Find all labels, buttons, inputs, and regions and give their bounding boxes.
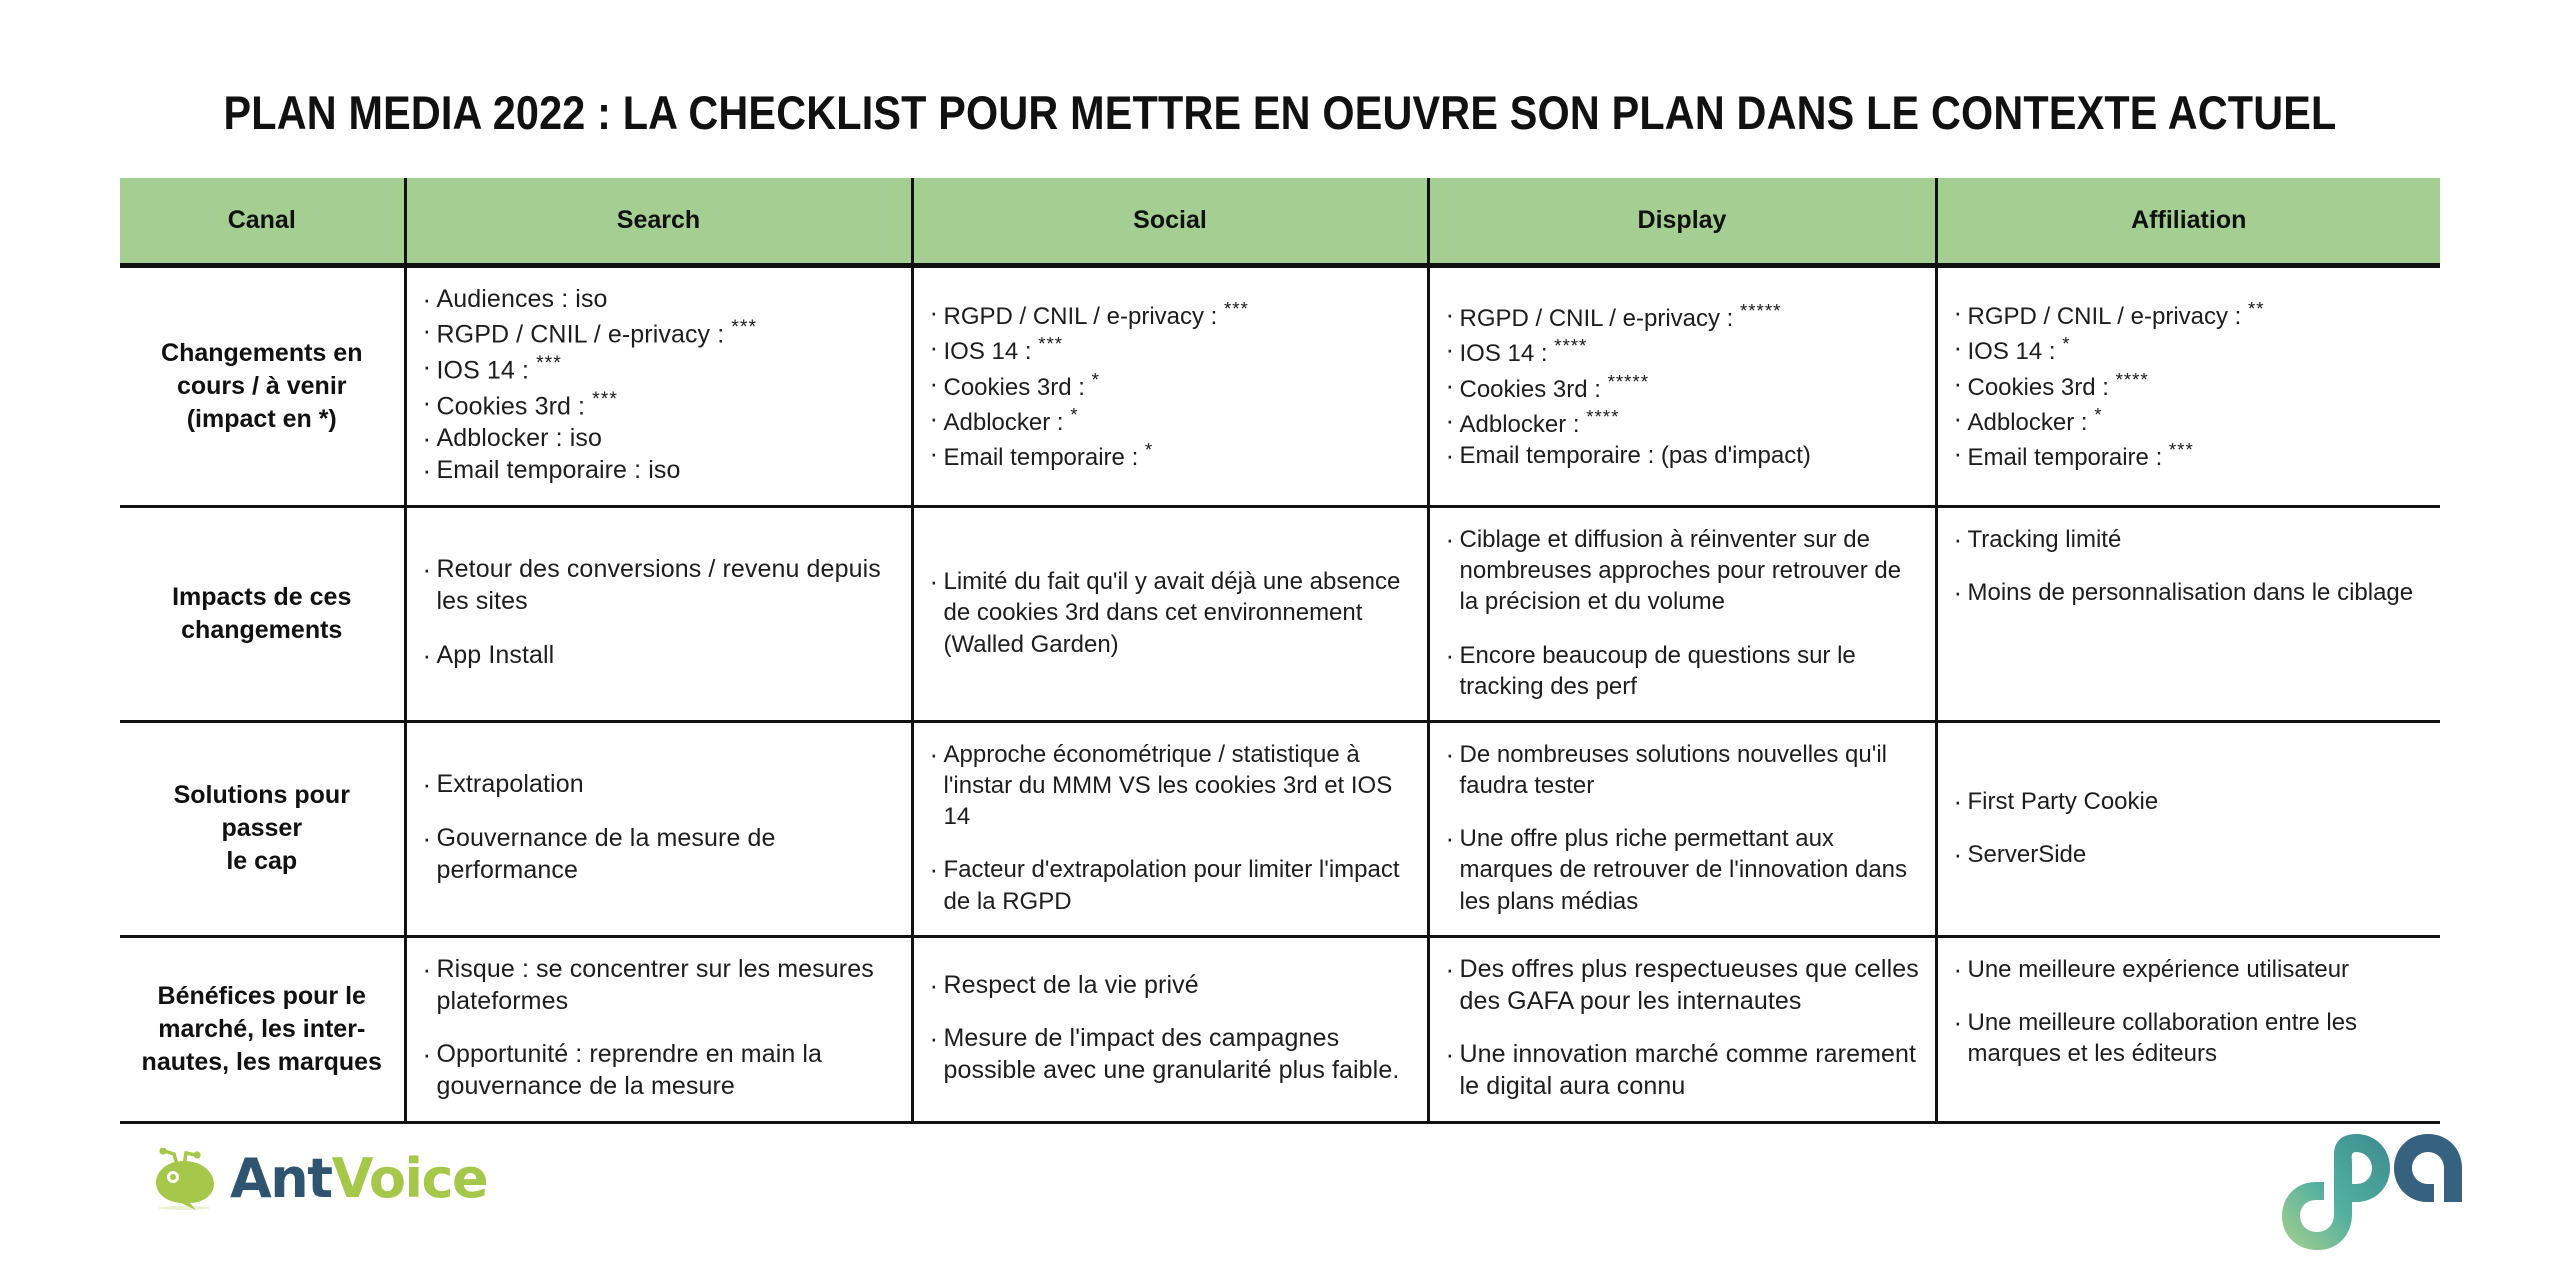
bullet-list bbox=[1952, 297, 2427, 473]
list-item: · IOS 14 : **** bbox=[1444, 334, 1921, 369]
row-label-benefices bbox=[120, 936, 405, 1122]
list-item: · Cookies 3rd : ***** bbox=[1444, 370, 1921, 405]
row-label-line: Bénéfices pour le bbox=[157, 981, 366, 1010]
list-item: · Adblocker : iso bbox=[421, 423, 897, 455]
list-item: · RGPD / CNIL / e-privacy : *** bbox=[928, 297, 1413, 332]
bullet-list bbox=[928, 297, 1413, 473]
list-item: · ServerSide bbox=[1952, 839, 2427, 870]
bullet-list bbox=[1444, 524, 1921, 702]
list-item: · Adblocker : * bbox=[1952, 403, 2427, 438]
row-label-impacts bbox=[120, 506, 405, 721]
list-item: · Respect de la vie privé bbox=[928, 970, 1413, 1002]
list-item: · Extrapolation bbox=[421, 769, 897, 801]
list-item: · IOS 14 : *** bbox=[928, 332, 1413, 367]
bullet-list bbox=[1444, 299, 1921, 471]
bullet-list bbox=[421, 769, 897, 886]
cell-solutions-display bbox=[1428, 721, 1936, 936]
row-label-changements bbox=[120, 265, 405, 506]
cell-benefices-affiliation bbox=[1936, 936, 2440, 1122]
list-item: · First Party Cookie bbox=[1952, 786, 2427, 817]
header-row bbox=[120, 178, 2440, 265]
list-item: · Des offres plus respectueuses que celles des GAFA pour les internautes bbox=[1444, 954, 1921, 1018]
row-label-line: cours / à venir bbox=[176, 371, 347, 400]
cell-changements-search bbox=[405, 265, 912, 506]
list-item: · Email temporaire : (pas d'impact) bbox=[1444, 440, 1921, 471]
list-item: · De nombreuses solutions nouvelles qu'il faudra tester bbox=[1444, 739, 1921, 801]
antvoice-logo bbox=[148, 1148, 487, 1210]
bullet-list bbox=[1952, 524, 2427, 608]
list-item: · RGPD / CNIL / e-privacy : ***** bbox=[1444, 299, 1921, 334]
cell-changements-social bbox=[912, 265, 1428, 506]
list-item: · Moins de personnalisation dans le ciblage bbox=[1952, 577, 2427, 608]
list-item: · Email temporaire : *** bbox=[1952, 438, 2427, 473]
cell-benefices-social bbox=[912, 936, 1428, 1122]
cell-solutions-affiliation bbox=[1936, 721, 2440, 936]
table-body bbox=[120, 265, 2440, 1122]
list-item: · RGPD / CNIL / e-privacy : ** bbox=[1952, 297, 2427, 332]
plan-media-table bbox=[120, 178, 2440, 1124]
cell-impacts-social bbox=[912, 506, 1428, 721]
list-item: · Cookies 3rd : * bbox=[928, 368, 1413, 403]
cell-changements-affiliation bbox=[1936, 265, 2440, 506]
cell-benefices-display bbox=[1428, 936, 1936, 1122]
list-item: · Cookies 3rd : *** bbox=[421, 387, 897, 423]
bullet-list bbox=[1444, 954, 1921, 1103]
antvoice-wordmark bbox=[230, 1147, 488, 1210]
list-item: · RGPD / CNIL / e-privacy : *** bbox=[421, 315, 897, 351]
row-label-line: marché, les inter- bbox=[158, 1014, 366, 1043]
antvoice-ant-icon bbox=[148, 1148, 220, 1210]
table-row bbox=[120, 265, 2440, 506]
list-item: · Une offre plus riche permettant aux marques de retrouver de l'innovation dans les plans médias bbox=[1444, 823, 1921, 917]
bullet-list bbox=[1952, 786, 2427, 870]
list-item: · Retour des conversions / revenu depuis les sites bbox=[421, 554, 897, 618]
list-item: · Opportunité : reprendre en main la gouvernance de la mesure bbox=[421, 1039, 897, 1103]
column-header-display: Display bbox=[1428, 178, 1936, 265]
page-title: PLAN MEDIA 2022 : LA CHECKLIST POUR METTRE EN OEUVRE SON PLAN DANS LE CONTEXTE ACTUEL bbox=[223, 86, 2337, 139]
column-header-affiliation: Affiliation bbox=[1936, 178, 2440, 265]
bullet-list bbox=[1444, 739, 1921, 917]
bullet-list bbox=[421, 554, 897, 671]
table-row bbox=[120, 506, 2440, 721]
row-label-solutions bbox=[120, 721, 405, 936]
list-item: · Audiences : iso bbox=[421, 284, 897, 316]
list-item: · Encore beaucoup de questions sur le tracking des perf bbox=[1444, 640, 1921, 702]
list-item: · Approche économétrique / statistique à l'instar du MMM VS les cookies 3rd et IOS 14 bbox=[928, 739, 1413, 833]
cell-impacts-affiliation bbox=[1936, 506, 2440, 721]
list-item: · Tracking limité bbox=[1952, 524, 2427, 555]
row-label-line: Impacts de ces bbox=[172, 582, 352, 611]
list-item: · Email temporaire : * bbox=[928, 438, 1413, 473]
bullet-list bbox=[928, 739, 1413, 917]
row-label-line: changements bbox=[181, 615, 343, 644]
list-item: · Cookies 3rd : **** bbox=[1952, 368, 2427, 403]
list-item: · Risque : se concentrer sur les mesures plateformes bbox=[421, 954, 897, 1018]
bullet-list bbox=[421, 954, 897, 1103]
list-item: · Une meilleure collaboration entre les marques et les éditeurs bbox=[1952, 1007, 2427, 1069]
row-label-line: Changements en bbox=[161, 338, 363, 367]
bullet-list bbox=[928, 970, 1413, 1087]
list-item: · Email temporaire : iso bbox=[421, 455, 897, 487]
cell-solutions-social bbox=[912, 721, 1428, 936]
bullet-list bbox=[421, 284, 897, 487]
list-item: · App Install bbox=[421, 640, 897, 672]
antvoice-wordmark-voice: Voice bbox=[331, 1147, 488, 1210]
table-row bbox=[120, 721, 2440, 936]
cell-impacts-display bbox=[1428, 506, 1936, 721]
list-item: · IOS 14 : * bbox=[1952, 332, 2427, 367]
list-item: · IOS 14 : *** bbox=[421, 351, 897, 387]
column-header-social: Social bbox=[912, 178, 1428, 265]
antvoice-wordmark-ant: Ant bbox=[230, 1147, 332, 1210]
cell-changements-display bbox=[1428, 265, 1936, 506]
column-header-search: Search bbox=[405, 178, 912, 265]
list-item: · Une innovation marché comme rarement le digital aura connu bbox=[1444, 1039, 1921, 1103]
list-item: · Gouvernance de la mesure de performance bbox=[421, 823, 897, 887]
list-item: · Adblocker : **** bbox=[1444, 405, 1921, 440]
plan-media-table-wrapper bbox=[120, 178, 2440, 1124]
row-label-line: Solutions pour passer bbox=[173, 781, 350, 843]
row-label-line: le cap bbox=[226, 847, 298, 876]
list-item: · Limité du fait qu'il y avait déjà une absence de cookies 3rd dans cet environnement (Walled Garden) bbox=[928, 566, 1413, 660]
bullet-list bbox=[1952, 954, 2427, 1070]
row-label-line: nautes, les marques bbox=[141, 1047, 382, 1076]
column-header-canal: Canal bbox=[120, 178, 405, 265]
table-row bbox=[120, 936, 2440, 1122]
list-item: · Mesure de l'impact des campagnes possible avec une granularité plus faible. bbox=[928, 1023, 1413, 1087]
list-item: · Facteur d'extrapolation pour limiter l'impact de la RGPD bbox=[928, 854, 1413, 916]
cell-solutions-search bbox=[405, 721, 912, 936]
list-item: · Adblocker : * bbox=[928, 403, 1413, 438]
bullet-list bbox=[928, 566, 1413, 660]
row-label-line: (impact en *) bbox=[186, 404, 337, 433]
table-header bbox=[120, 178, 2440, 265]
list-item: · Ciblage et diffusion à réinventer sur de nombreuses approches pour retrouver de la précision et du volume bbox=[1444, 524, 1921, 618]
list-item: · Une meilleure expérience utilisateur bbox=[1952, 954, 2427, 985]
cell-impacts-search bbox=[405, 506, 912, 721]
cell-benefices-search bbox=[405, 936, 912, 1122]
dpa-mark-icon bbox=[2278, 1132, 2478, 1252]
dpa-logo bbox=[2278, 1132, 2478, 1252]
